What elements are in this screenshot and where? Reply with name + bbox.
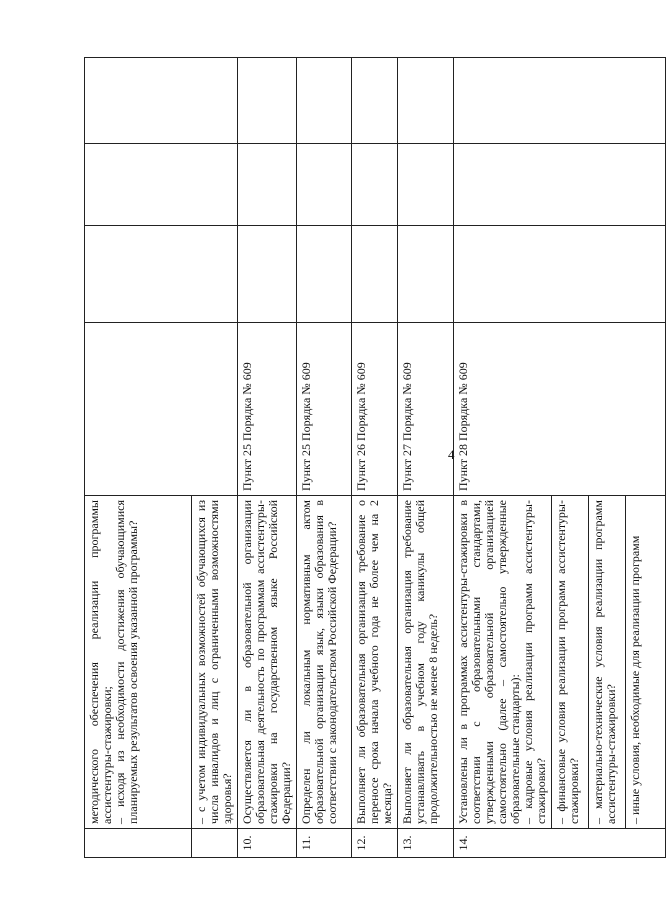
table-row [238, 58, 297, 858]
page-number: 4 [448, 447, 455, 462]
row-number: 12. [352, 829, 398, 858]
question-cell: Выполняет ли образовательная организация требование о переносе срока начала учебного года не более чем на 2 месяца? [352, 496, 398, 829]
row-number: 10. [238, 829, 297, 858]
reference-cell: Пункт 28 Порядка № 609 [454, 323, 666, 496]
reference-cell: Пункт 27 Порядка № 609 [398, 323, 454, 496]
table-row [297, 58, 352, 858]
question-cell: Установлены ли в программах ассистентуры-стажировки в соответствии с образовательными стандартами, утвержденными образовательной организацией самостоятельно (далее – самостоятельно утвержденные образовательные стандарты): – кадровые условия реализации программ ассистентуры-стажировки? [454, 496, 552, 829]
continuation-text: методического обеспечения реализации программы ассистентуры-стажировки; – исходя из необходимости достижения обучающимися планируемых результатов освоения указанной программы? [85, 496, 192, 829]
row-number: 11. [297, 829, 352, 858]
reference-cell: Пункт 25 Порядка № 609 [238, 323, 297, 496]
reference-cell: Пункт 25 Порядка № 609 [297, 323, 352, 496]
row-number: 13. [398, 829, 454, 858]
subquestion-cell: – материально-технические условия реализации программ ассистентуры-стажировки? [589, 496, 626, 829]
table-row [454, 58, 552, 858]
question-cell: Выполняет ли образовательная организация требование устанавливать в учебном году каникулы общей продолжительностью не менее 8 недель? [398, 496, 454, 829]
row-number: 14. [454, 829, 666, 858]
subquestion-cell: – финансовые условия реализации программ ассистентуры-стажировки? [552, 496, 589, 829]
table-row [352, 58, 398, 858]
question-cell: Определен ли локальным нормативным актом образовательной организации язык, языки образования в соответствии с законодательством Российской Федерации? [297, 496, 352, 829]
question-cell: Осуществляется ли в образовательной организации образовательная деятельность по программам ассистентуры-стажировки на государственном языке Российской Федерации? [238, 496, 297, 829]
checklist-table-rotated [84, 58, 642, 858]
table-row [85, 58, 192, 858]
checklist-table [84, 57, 666, 858]
continuation-text: – с учетом индивидуальных возможностей обучающихся из числа инвалидов и лиц с ограниченными возможностями здоровья? [192, 496, 238, 829]
table-row [398, 58, 454, 858]
reference-cell: Пункт 26 Порядка № 609 [352, 323, 398, 496]
subquestion-cell: – иные условия, необходимые для реализации программ [626, 496, 666, 829]
